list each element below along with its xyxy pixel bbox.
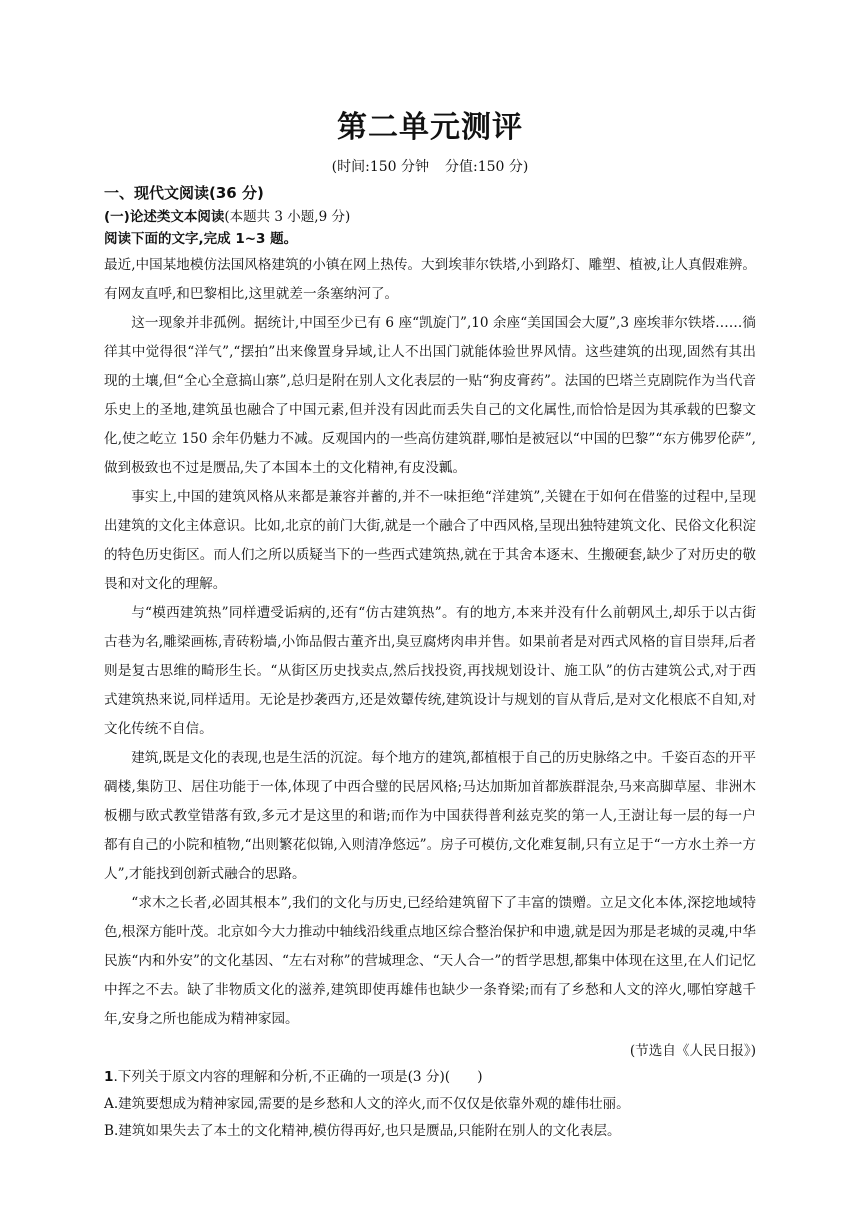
reading-instruction: 阅读下面的文字,完成 1~3 题。 (104, 231, 298, 247)
score-total: 分值:150 分) (445, 159, 529, 175)
question-text: .下列关于原文内容的理解和分析,不正确的一项是(3 分)( ) (113, 1069, 483, 1085)
option-a: A.建筑要想成为精神家园,需要的是乡愁和人文的淬火,而不仅仅是依靠外观的雄伟壮丽。 (104, 1096, 630, 1112)
article-paragraph: 事实上,中国的建筑风格从来都是兼容并蓄的,并不一味拒绝“洋建筑”,关键在于如何在借鉴的过程中,呈现出建筑的文化主体意识。比如,北京的前门大街,就是一个融合了中西风格,呈现出独特建筑文化、民俗文化积淀的特色历史街区。而人们之所以质疑当下的一些西式建筑热,就在于其舍本逐末、生搬硬套,缺少了对历史的敬畏和对文化的理解。 (104, 489, 756, 592)
article-paragraph: 与“模西建筑热”同样遭受诟病的,还有“仿古建筑热”。有的地方,本来并没有什么前朝风土,却乐于以古街古巷为名,雕梁画栋,青砖粉墙,小饰品假古董齐出,臭豆腐烤肉串并售。如果前者是对西式风格的盲目崇拜,后者则是复古思维的畸形生长。“从街区历史找卖点,然后找投资,再找规划设计、施工队”的仿古建筑公式,对于西式建筑热来说,同样适用。无论是抄袭西方,还是效颦传统,建筑设计与规划的盲从背后,是对文化根底不自知,对文化传统不自信。 (104, 605, 756, 737)
article-source: (节选自《人民日报》) (629, 1043, 756, 1059)
article-paragraph: 最近,中国某地模仿法国风格建筑的小镇在网上热传。大到埃菲尔铁塔,小到路灯、雕塑、植被,让人真假难辨。有网友直呼,和巴黎相比,这里就差一条塞纳河了。 (104, 257, 756, 302)
document-page (104, 108, 756, 1145)
time-limit: (时间:150 分钟 (331, 159, 429, 175)
subsection-heading (104, 206, 756, 228)
option-b: B.建筑如果失去了本土的文化精神,模仿得再好,也只是赝品,只能附在别人的文化表层。 (104, 1123, 621, 1139)
article-paragraph: 这一现象并非孤例。据统计,中国至少已有 6 座“凯旋门”,10 余座“美国国会大厦”,3 座埃菲尔铁塔……徜徉其中觉得很“洋气”,“摆拍”出来像置身异域,让人不出国门就能体验世界风情。这些建筑的出现,固然有其出现的土壤,但“全心全意搞山寨”,总归是附在别人文化表层的一贴“狗皮膏药”。法国的巴塔兰克剧院作为当代音乐史上的圣地,建筑虽也融合了中国元素,但并没有因此而丢失自己的文化属性,而恰恰是因为其承载的巴黎文化,使之屹立 150 余年仍魅力不减。反观国内的一些高仿建筑群,哪怕是被冠以“中国的巴黎”“东方佛罗伦萨”,做到极致也不过是赝品,失了本国本土的文化精神,有皮没瓤。 (104, 315, 756, 476)
subsection-label: (一)论述类文本阅读 (104, 209, 225, 225)
question-stem (104, 1064, 756, 1091)
article-paragraph: 建筑,既是文化的表现,也是生活的沉淀。每个地方的建筑,都植根于自己的历史脉络之中。千姿百态的开平碉楼,集防卫、居住功能于一体,体现了中西合璧的民居风格;马达加斯加首都族群混杂,马来高脚草屋、非洲木板棚与欧式教堂错落有致,多元才是这里的和谐;而作为中国获得普利兹克奖的第一人,王澍让每一层的每一户都有自己的小院和植物,“出则繁花似锦,入则清净悠远”。房子可模仿,文化难复制,只有立足于“一方水土养一方人”,才能找到创新式融合的思路。 (104, 750, 756, 882)
section-heading: 一、现代文阅读(36 分) (104, 184, 264, 202)
question-number: 1 (104, 1069, 114, 1085)
exam-info (104, 156, 756, 178)
page-title: 第二单元测评 (337, 110, 523, 145)
article-paragraph: “求木之长者,必固其根本”,我们的文化与历史,已经给建筑留下了丰富的馈赠。立足文化本体,深挖地域特色,根深方能叶茂。北京如今大力推动中轴线沿线重点地区综合整治保护和申遗,就是因为那是老城的灵魂,中华民族“内和外安”的文化基因、“左右对称”的营城理念、“天人合一”的哲学思想,都集中体现在这里,在人们记忆中挥之不去。缺了非物质文化的滋养,建筑即使再雄伟也缺少一条脊梁;而有了乡愁和人文的淬火,哪怕穿越千年,安身之所也能成为精神家园。 (104, 895, 756, 1027)
subsection-note: (本题共 3 小题,9 分) (224, 209, 351, 225)
